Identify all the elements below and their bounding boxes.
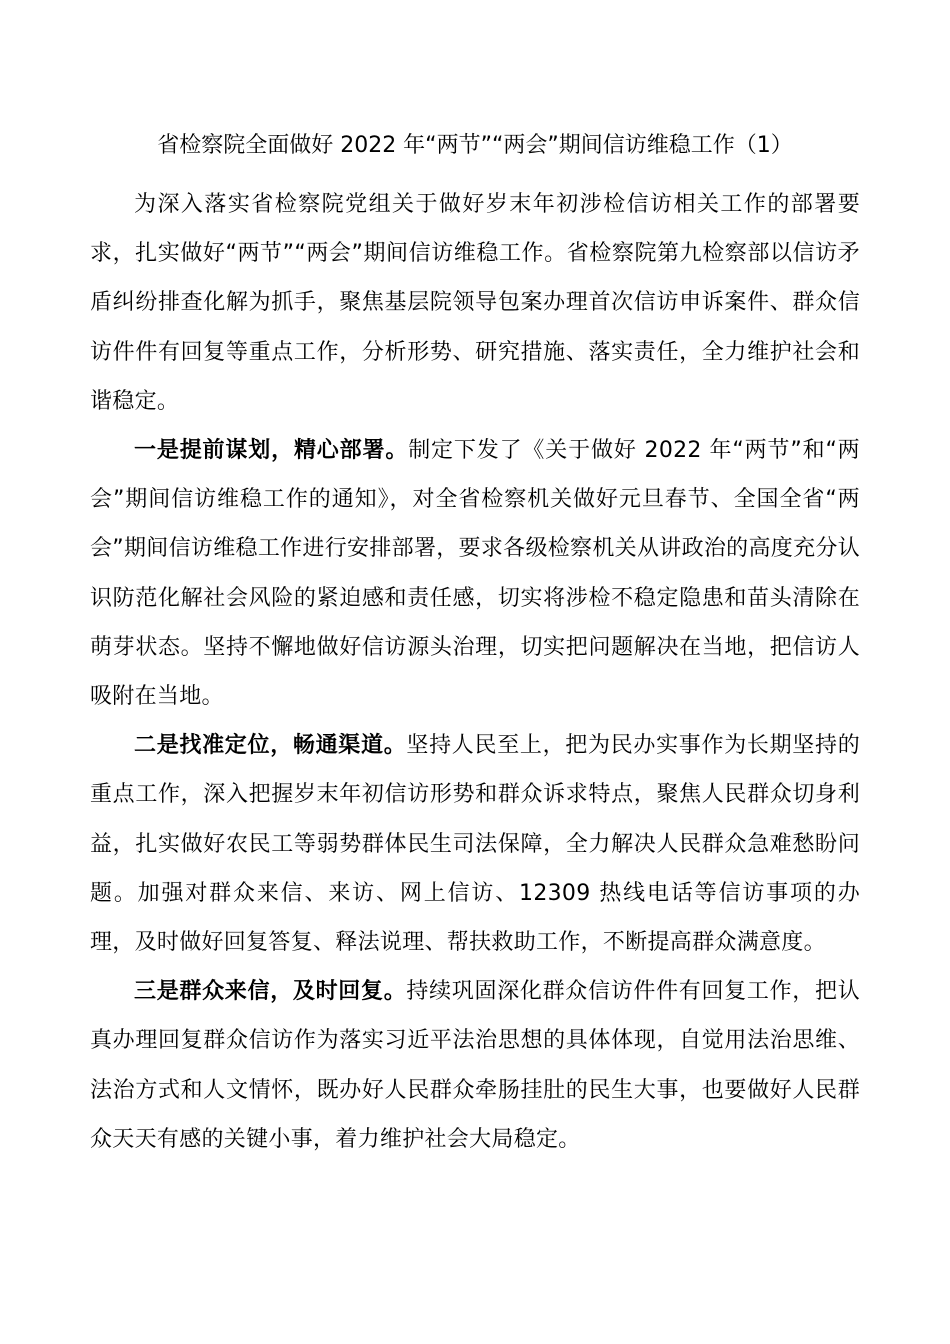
section-paragraph-3 [90,967,860,1164]
section-lead-2: 二是找准定位，畅通渠道。 [134,733,407,759]
section-lead-1: 一是提前谋划，精心部署。 [134,438,409,464]
document-title: 省检察院全面做好 2022 年“两节”“两会”期间信访维稳工作（1） [157,133,793,158]
intro-paragraph: 为深入落实省检察院党组关于做好岁末年初涉检信访相关工作的部署要求，扎实做好“两节”“两会”期间信访维稳工作。省检察院第九检察部以信访矛盾纠纷排查化解为抓手，聚焦基层院领导包案办理首次信访申诉案件、群众信访件件有回复等重点工作，分析形势、研究措施、落实责任，全力维护社会和谐稳定。 [90,192,860,414]
section-lead-3: 三是群众来信，及时回复。 [134,979,407,1005]
section-text-3: 持续巩固深化群众信访件件有回复工作，把认真办理回复群众信访作为落实习近平法治思想的具体体现，自觉用法治思维、法治方式和人文情怀，既办好人民群众牵肠挂肚的民生大事，也要做好人民群众天天有感的关键小事，着力维护社会大局稳定。 [90,979,860,1152]
section-text-1: 制定下发了《关于做好 2022 年“两节”和“两会”期间信访维稳工作的通知》，对全省检察机关做好元旦春节、全国全省“两会”期间信访维稳工作进行安排部署，要求各级检察机关从讲政治的高度充分认识防范化解社会风险的紧迫感和责任感，切实将涉检不稳定隐患和苗头清除在萌芽状态。坚持不懈地做好信访源头治理，切实把问题解决在当地，把信访人吸附在当地。 [90,438,860,710]
section-text-2: 坚持人民至上，把为民办实事作为长期坚持的重点工作，深入把握岁末年初信访形势和群众诉求特点，聚焦人民群众切身利益，扎实做好农民工等弱势群体民生司法保障，全力解决人民群众急难愁盼问题。加强对群众来信、来访、网上信访、12309 热线电话等信访事项的办理，及时做好回复答复、释法说理、帮扶救助工作，不断提高群众满意度。 [90,733,860,956]
document-body [90,180,860,1164]
section-paragraph-1 [90,426,860,721]
section-paragraph-2 [90,721,860,967]
